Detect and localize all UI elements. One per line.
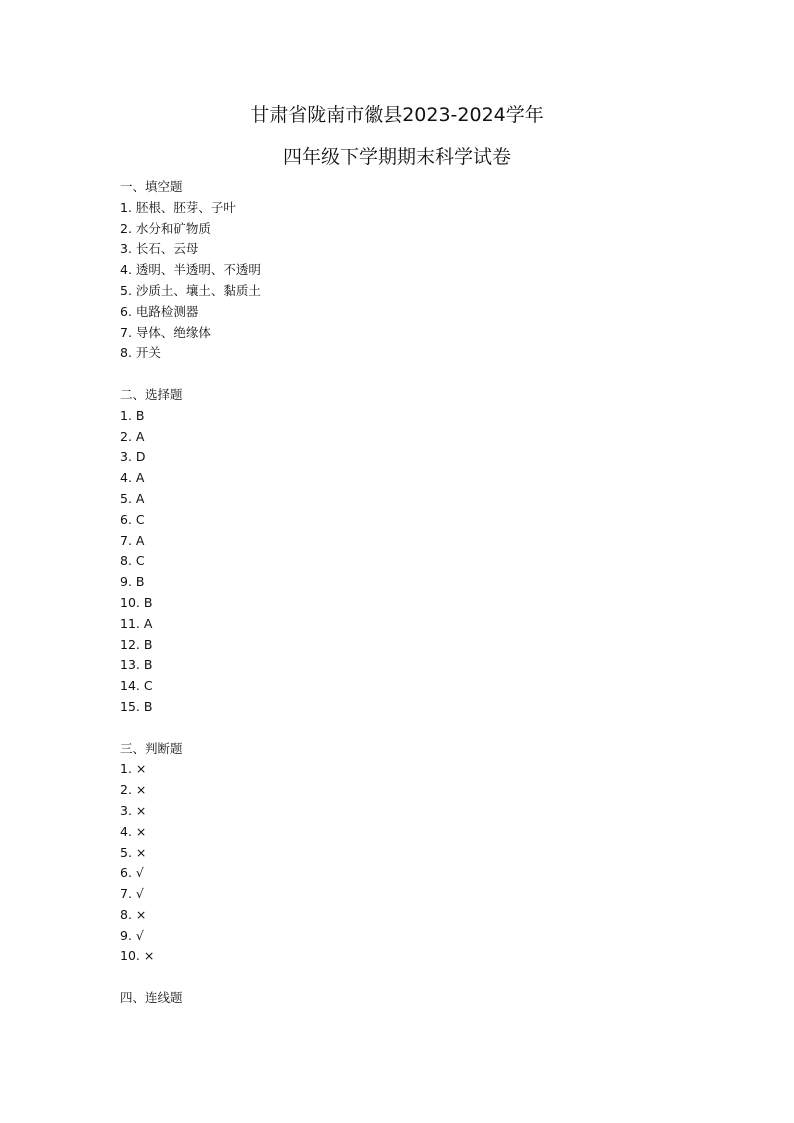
- answer-item: 1. 胚根、胚芽、子叶: [120, 199, 236, 215]
- answer-item: 3. 长石、云母: [120, 241, 199, 257]
- section-heading-fill-blank: 一、填空题: [120, 179, 183, 194]
- answer-item: 8. C: [120, 553, 145, 569]
- section-heading-multiple-choice: 二、选择题: [120, 386, 183, 402]
- answer-item: 7. 导体、绝缘体: [120, 324, 211, 340]
- answer-item: 6. C: [120, 511, 145, 527]
- section-gap: [120, 967, 720, 988]
- answer-item: 8. ×: [120, 906, 147, 922]
- answer-item: 9. √: [120, 927, 144, 943]
- answer-item: 9. B: [120, 574, 145, 590]
- answer-item: 13. B: [120, 657, 153, 673]
- answer-item: 2. ×: [120, 782, 147, 798]
- answer-item: 8. 开关: [120, 345, 161, 361]
- answer-item: 10. B: [120, 594, 153, 610]
- answer-item: 2. A: [120, 428, 145, 444]
- answer-item: 11. A: [120, 615, 153, 631]
- answer-item: 5. ×: [120, 844, 147, 860]
- answer-item: 3. D: [120, 449, 146, 465]
- answer-item: 5. A: [120, 490, 145, 506]
- section-heading-true-false: 三、判断题: [120, 740, 183, 756]
- answer-item: 1. ×: [120, 761, 147, 777]
- answer-item: 3. ×: [120, 802, 147, 818]
- answer-item: 14. C: [120, 678, 153, 694]
- document-title-line1: 甘肃省陇南市徽县2023-2024学年: [250, 104, 544, 126]
- answer-item: 6. √: [120, 865, 144, 881]
- document-title-line2: 四年级下学期期末科学试卷: [282, 146, 511, 168]
- answer-item: 5. 沙质土、壤土、黏质土: [120, 282, 261, 298]
- section-gap: [120, 364, 720, 385]
- answer-item: 4. ×: [120, 823, 147, 839]
- answer-item: 6. 电路检测器: [120, 303, 199, 319]
- answer-item: 15. B: [120, 698, 153, 714]
- answer-content: [120, 177, 720, 1009]
- answer-item: 7. √: [120, 886, 144, 902]
- answer-item: 4. A: [120, 470, 145, 486]
- answer-item: 2. 水分和矿物质: [120, 220, 211, 236]
- answer-item: 7. A: [120, 532, 145, 548]
- section-gap: [120, 718, 720, 739]
- answer-item: 10. ×: [120, 948, 155, 964]
- answer-item: 4. 透明、半透明、不透明: [120, 262, 261, 278]
- section-heading-matching: 四、连线题: [120, 990, 183, 1006]
- answer-item: 1. B: [120, 407, 145, 423]
- answer-item: 12. B: [120, 636, 153, 652]
